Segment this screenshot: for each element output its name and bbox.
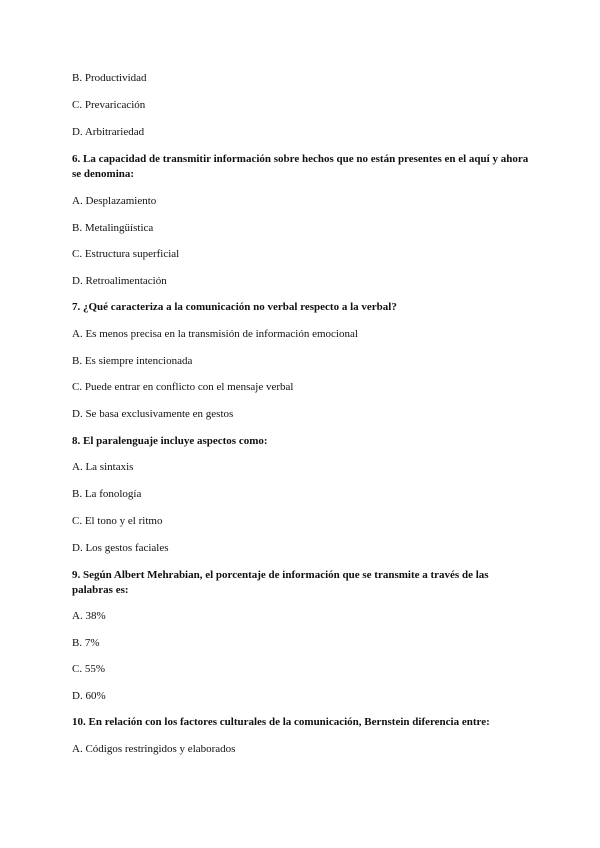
q8-option-c: C. El tono y el ritmo [72,515,163,527]
q9-option-d: D. 60% [72,690,106,702]
q9-option-b: B. 7% [72,637,100,649]
question-9: 9. Según Albert Mehrabian, el porcentaje de información que se transmite a través de las palabras es: [72,569,489,596]
q9-option-c: C. 55% [72,663,105,675]
q7-option-d: D. Se basa exclusivamente en gestos [72,408,234,420]
q7-option-a: A. Es menos precisa en la transmisión de información emocional [72,328,358,340]
q6-option-c: C. Estructura superficial [72,248,180,260]
option-c-prevaricacion: C. Prevaricación [72,99,146,111]
question-10: 10. En relación con los factores culturales de la comunicación, Bernstein diferencia entre: [72,716,490,728]
q6-option-d: D. Retroalimentación [72,275,167,287]
question-6: 6. La capacidad de transmitir información sobre hechos que no están presentes en el aquí y ahora se denomina: [72,153,529,180]
question-7: 7. ¿Qué caracteriza a la comunicación no verbal respecto a la verbal? [72,301,397,313]
q10-option-a: A. Códigos restringidos y elaborados [72,743,236,755]
q8-option-b: B. La fonología [72,488,142,500]
q6-option-a: A. Desplazamiento [72,195,157,207]
q8-option-d: D. Los gestos faciales [72,542,169,554]
option-b-productividad: B. Productividad [72,72,147,84]
option-d-arbitrariedad: D. Arbitrariedad [72,126,145,138]
question-8: 8. El paralenguaje incluye aspectos como: [72,435,268,447]
q7-option-b: B. Es siempre intencionada [72,355,193,367]
q8-option-a: A. La sintaxis [72,461,134,473]
q6-option-b: B. Metalingüística [72,222,154,234]
q9-option-a: A. 38% [72,610,106,622]
q7-option-c: C. Puede entrar en conflicto con el mensaje verbal [72,381,294,393]
